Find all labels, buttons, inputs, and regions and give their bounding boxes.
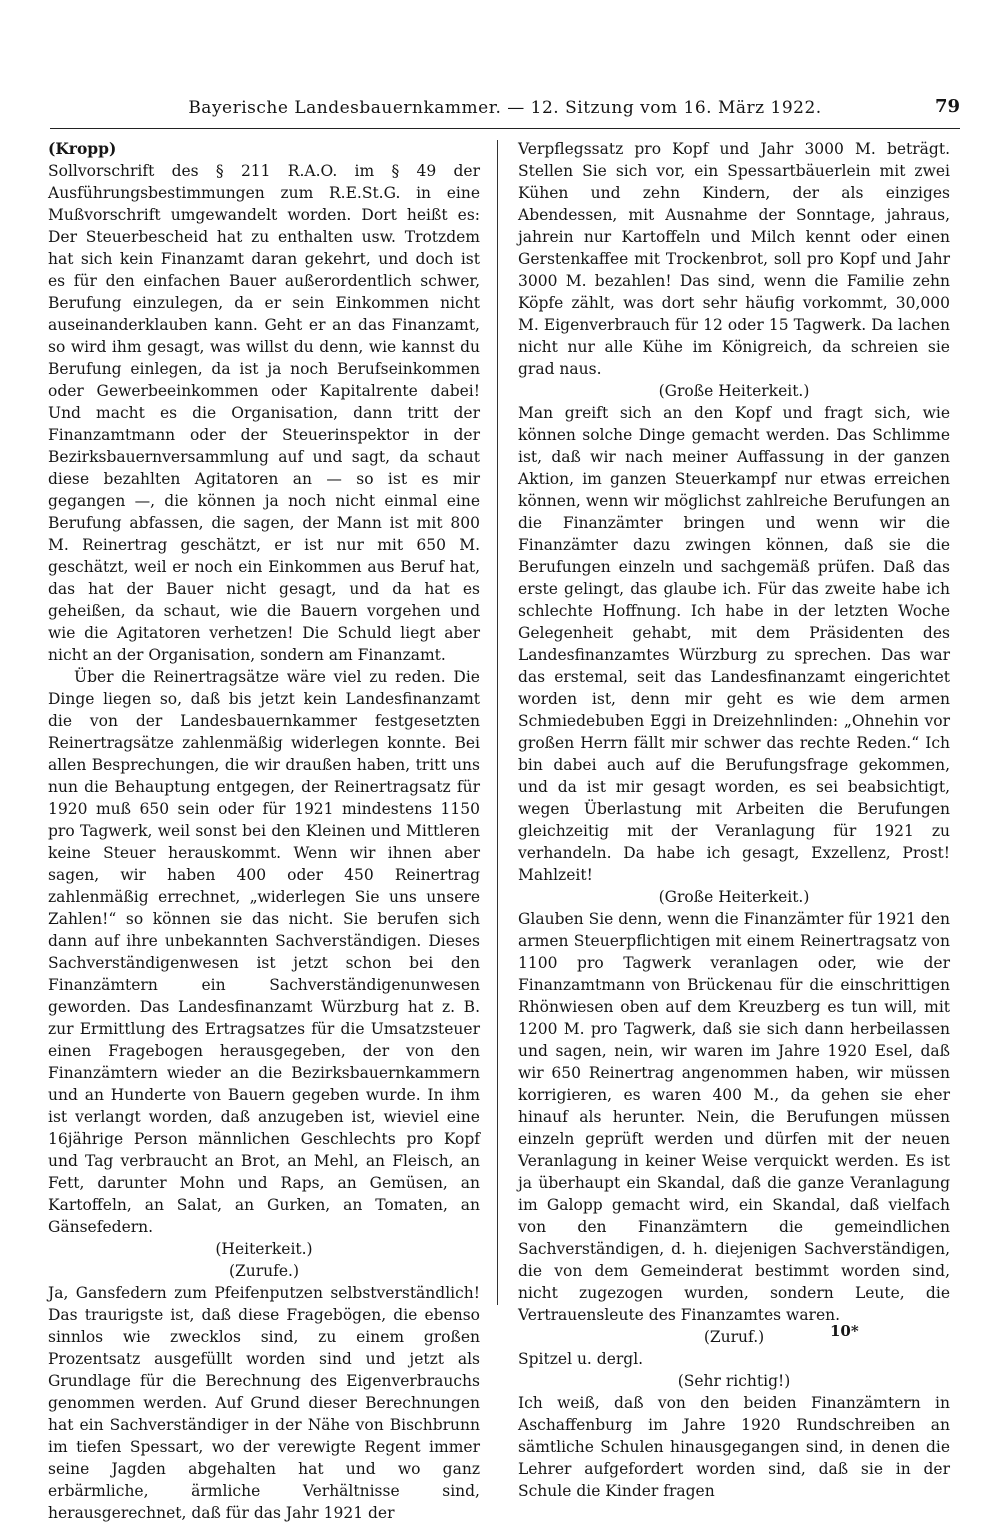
signature-mark: 10* <box>830 1322 859 1340</box>
column-divider <box>497 140 498 1305</box>
page-header <box>50 94 960 129</box>
interjection-note: (Zurufe.) <box>228 1262 300 1280</box>
paragraph: Über die Reinertragsätze wäre viel zu reden. Die Dinge liegen so, daß bis jetzt kein Landesfinanzamt die von der Landesbauernkammer festgesetzten Reinertragsätze zahlenmäßig widerlegen konnte. Bei allen Besprechungen, die wir draußen haben, tritt uns nun die Behauptung entgegen, der Reinertragsatz für 1920 muß 650 sein oder für 1921 mindestens 1150 pro Tagwerk, weil sonst bei den Kleinen und Mittleren keine Steuer herauskommt. Wenn wir ihnen aber sagen, wir haben 400 oder 450 Reinertrag zahlenmäßig errechnet, „widerlegen Sie uns unsere Zahlen!“ so können sie das nicht. Sie berufen sich dann auf ihre unbekannten Sachverständigen. Dieses Sachverständigenwesen ist jetzt schon bei den Finanzämtern ein Sachverständigenunwesen geworden. Das Landesfinanzamt Würzburg hat z. B. zur Ermittlung des Ertragsatzes für die Umsatzsteuer einen Fragebogen herausgegeben, der von den Finanzämtern wieder an die Bezirksbauernkammern und an Hunderte von Bauern gegeben wurde. In ihm ist verlangt worden, daß anzugeben ist, wieviel eine 16jährige Person männlichen Geschlechts pro Kopf und Tag verbraucht an Brot, an Mehl, an Fleisch, an Fett, darunter Mohn und Raps, an Gemüsen, an Kartoffeln, an Salat, an Gurken, an Tomaten, an Gänsefedern. <box>48 668 480 1236</box>
paragraph: Verpflegssatz pro Kopf und Jahr 3000 M. beträgt. Stellen Sie sich vor, ein Spessartbäuerlein mit zwei Kühen und zehn Kindern, der als einziges Abendessen, mit Ausnahme der Sonntage, jahraus, jahrein nur Kartoffeln und Milch kennt oder einen Gerstenkaffee mit Trockenbrot, soll pro Kopf und Jahr 3000 M. bezahlen! Das sind, wenn die Familie zehn Köpfe zählt, was dort sehr häufig vorkommt, 30,000 M. Eigenverbrauch für 12 oder 15 Tagwerk. Da lachen nicht nur alle Kühe im Königreich, da schreien sie grad naus. <box>518 140 950 378</box>
interjection-note: (Heiterkeit.) <box>215 1240 313 1258</box>
interjection-note: (Zuruf.) <box>703 1328 765 1346</box>
paragraph: Man greift sich an den Kopf und fragt sich, wie können solche Dinge gemacht werden. Das Schlimme ist, daß wir nach meiner Auffassung in der ganzen Aktion, im ganzen Steuerkampf nur etwas erreichen können, wenn wir möglichst zahlreiche Berufungen an die Finanzämter bringen und wenn wir die Finanzämter dazu zwingen können, daß sie die Berufungen einzeln und sachgemäß prüfen. Daß das erste gelingt, das glaube ich. Für das zweite habe ich schlechte Hoffnung. Ich habe in der letzten Woche Gelegenheit gehabt, mit dem Präsidenten des Landesfinanzamtes Würzburg zu sprechen. Das war das erstemal, seit das Landesfinanzamt eingerichtet worden ist, denn mir geht es wie dem armen Schmiedebuben Eggi in Dreizehnlinden: „Ohnehin vor großen Herrn fällt mir schwer das rechte Reden.“ Ich bin dabei auch auf die Berufungsfrage gekommen, und da ist mir gesagt worden, es sei beabsichtigt, wegen Überlastung mit Arbeiten die Berufungen gleichzeitig mit der Veranlagung für 1921 zu verhandeln. Da habe ich gesagt, Exzellenz, Prost! Mahlzeit! <box>518 404 950 884</box>
speaker-name: (Kropp) <box>48 139 117 158</box>
right-column <box>518 138 950 1502</box>
interjection-note: (Sehr richtig!) <box>677 1372 791 1390</box>
paragraph: Glauben Sie denn, wenn die Finanzämter für 1921 den armen Steuerpflichtigen mit einem Reinertragsatz von 1100 pro Tagwerk veranlagen oder, wie der Finanzamtmann von Brückenau für die einschrittigen Rhönwiesen oben auf dem Kreuzberg es tun will, mit 1200 M. pro Tagwerk, daß sie sich dann herbeilassen und sagen, nein, wir waren im Jahre 1920 Esel, daß wir 650 Reinertrag angenommen haben, wir müssen korrigieren, es waren 400 M., da gehen sie eher hinauf als herunter. Nein, die Berufungen müssen einzeln geprüft werden und dürfen mit der neuen Veranlagung in keiner Weise verquickt werden. Es ist ja überhaupt ein Skandal, daß die ganze Veranlagung im Galopp gemacht wird, ein Skandal, daß vielfach von den Finanzämtern die gemeindlichen Sachverständigen, d. h. diejenigen Sachverständigen, die von dem Gemeinderat bestimmt worden sind, nicht zugezogen wurden, sondern Leute, die Vertrauensleute des Finanzamtes waren. <box>518 910 950 1324</box>
paragraph: Sollvorschrift des § 211 R.A.O. im § 49 der Ausführungsbestimmungen zum R.E.St.G. in eine Mußvorschrift umgewandelt worden. Dort heißt es: Der Steuerbescheid hat zu enthalten usw. Trotzdem hat sich kein Finanzamt daran gekehrt, und doch ist es für den einfachen Bauer außerordentlich schwer, Berufung einzulegen, da er sein Einkommen nicht auseinanderklauben kann. Geht er an das Finanzamt, so wird ihm gesagt, was willst du denn, wie kannst du Berufung einlegen, da ist ja noch Berufseinkommen oder Gewerbeeinkommen oder Kapitalrente dabei! Und macht es die Organisation, dann tritt der Finanzamtmann oder der Steuerinspektor in der Bezirksbauernversammlung auf und sagt, da schaut diese bezahlten Agitatoren an — so ist es mir gegangen —, die können ja noch nicht einmal eine Berufung abfassen, die sagen, der Mann ist mit 800 M. Reinertrag geschätzt, er ist nur mit 650 M. geschätzt, weil er noch ein Einkommen aus Beruf hat, das hat der Bauer nicht gesagt, und da hat es geheißen, da schaut, wie die Bauern vorgehen und wie die Agitatoren verhetzen! Die Schuld liegt aber nicht an der Organisation, sondern am Finanzamt. <box>48 162 480 664</box>
interjection-note: (Große Heiterkeit.) <box>658 382 810 400</box>
paragraph: Ich weiß, daß von den beiden Finanzämtern in Aschaffenburg im Jahre 1920 Rundschreiben an sämtliche Schulen hinausgegangen sind, in denen die Lehrer aufgefordert worden sind, daß sie in der Schule die Kinder fragen <box>518 1394 950 1500</box>
interjection-note: (Große Heiterkeit.) <box>658 888 810 906</box>
left-column <box>48 138 480 1524</box>
running-title: Bayerische Landesbauernkammer. — 12. Sitzung vom 16. März 1922. <box>188 98 822 118</box>
paragraph: Spitzel u. dergl. <box>518 1350 644 1368</box>
paragraph: Ja, Gansfedern zum Pfeifenputzen selbstverständlich! Das traurigste ist, daß diese Fragebögen, die ebenso sinnlos wie zwecklos sind, zu einem großen Prozentsatz ausgefüllt worden sind und jetzt als Grundlage für die Berechnung des Eigenverbrauchs genommen werden. Auf Grund dieser Berechnungen hat ein Sachverständiger in der Nähe von Bischbrunn im tiefen Spessart, wo der verewigte Regent immer seine Jagden abgehalten hat und wo ganz erbärmliche, ärmliche Verhältnisse sind, herausgerechnet, daß für das Jahr 1921 der <box>48 1284 480 1522</box>
page-number: 79 <box>934 96 960 117</box>
